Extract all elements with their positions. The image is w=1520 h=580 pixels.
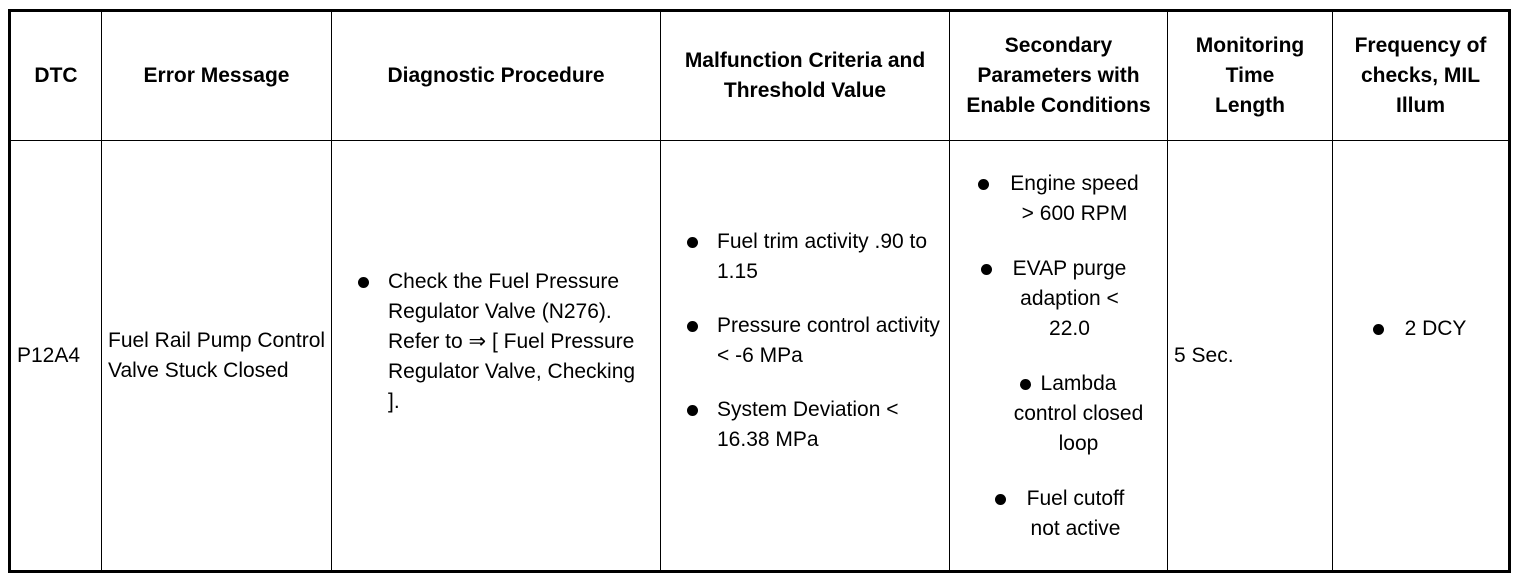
frequency-value: 2 DCY [1404,316,1467,340]
parameter-line: 22.0 [1049,317,1090,340]
criteria-text: System Deviation < 16.38 MPa [717,397,899,451]
dtc-code-cell [10,141,102,572]
bullet-icon [358,277,369,288]
header-monitoring-time: Monitoring Time Length [1168,11,1333,141]
table-row [10,141,1510,572]
criteria-text: Pressure control activity < -6 MPa [717,313,940,367]
bullet-icon [687,321,698,332]
bullet-icon [687,237,698,248]
parameter-line: EVAP purge [1012,257,1127,280]
criteria-text: Fuel trim activity .90 to 1.15 [717,229,928,283]
list-item [1405,314,1467,344]
secondary-parameters-list [950,169,1167,544]
header-error-message: Error Message [102,11,332,141]
diagnostic-procedure-cell [332,141,661,572]
bullet-icon [995,494,1006,505]
bullet-icon [687,405,698,416]
malfunction-criteria-list [661,227,949,455]
parameter-item [1027,484,1125,544]
header-dtc: DTC [10,11,102,141]
header-frequency: Frequency of checks, MIL Illum [1333,11,1510,141]
error-message-cell [102,141,332,572]
diagnostic-procedure-list [332,267,660,417]
list-item [717,227,949,287]
parameter-line: not active [1030,517,1121,540]
monitoring-time: 5 Sec. [1174,343,1234,367]
malfunction-criteria-cell [661,141,950,572]
header-row [10,11,1510,141]
parameter-line: adaption < [1020,287,1119,310]
parameter-item [1014,369,1144,459]
dtc-table [8,9,1511,573]
bullet-icon [1373,324,1384,335]
monitoring-time-cell [1168,141,1333,572]
list-item [950,369,1167,459]
list-item [717,311,949,371]
parameter-item [1010,169,1138,229]
parameter-item [1013,254,1127,344]
list-item [388,267,660,417]
dtc-code: P12A4 [17,343,81,367]
parameter-line: Lambda [1040,372,1117,395]
list-item [950,254,1167,344]
bullet-icon [981,264,992,275]
list-item [950,169,1167,229]
bullet-icon [1020,379,1031,390]
bullet-icon [978,179,989,190]
header-diagnostic-procedure: Diagnostic Procedure [332,11,661,141]
header-secondary-parameters: Secondary Parameters with Enable Conditions [950,11,1168,141]
list-item [950,484,1167,544]
list-item [717,395,949,455]
parameter-line: loop [1058,432,1099,455]
error-message: Fuel Rail Pump Control Valve Stuck Closed [108,328,326,382]
frequency-cell [1333,141,1510,572]
frequency-list [1333,314,1508,344]
procedure-step: Check the Fuel Pressure Regulator Valve (N276). Refer to ⇒ [ Fuel Pressure Regulator Valve, Checking ]. [388,269,636,413]
parameter-line: Engine speed [1010,172,1139,195]
parameter-line: Fuel cutoff [1026,487,1125,510]
parameter-line: > 600 RPM [1021,202,1128,225]
header-malfunction-criteria: Malfunction Criteria and Threshold Value [661,11,950,141]
secondary-parameters-cell [950,141,1168,572]
parameter-line: control closed [1013,402,1144,425]
